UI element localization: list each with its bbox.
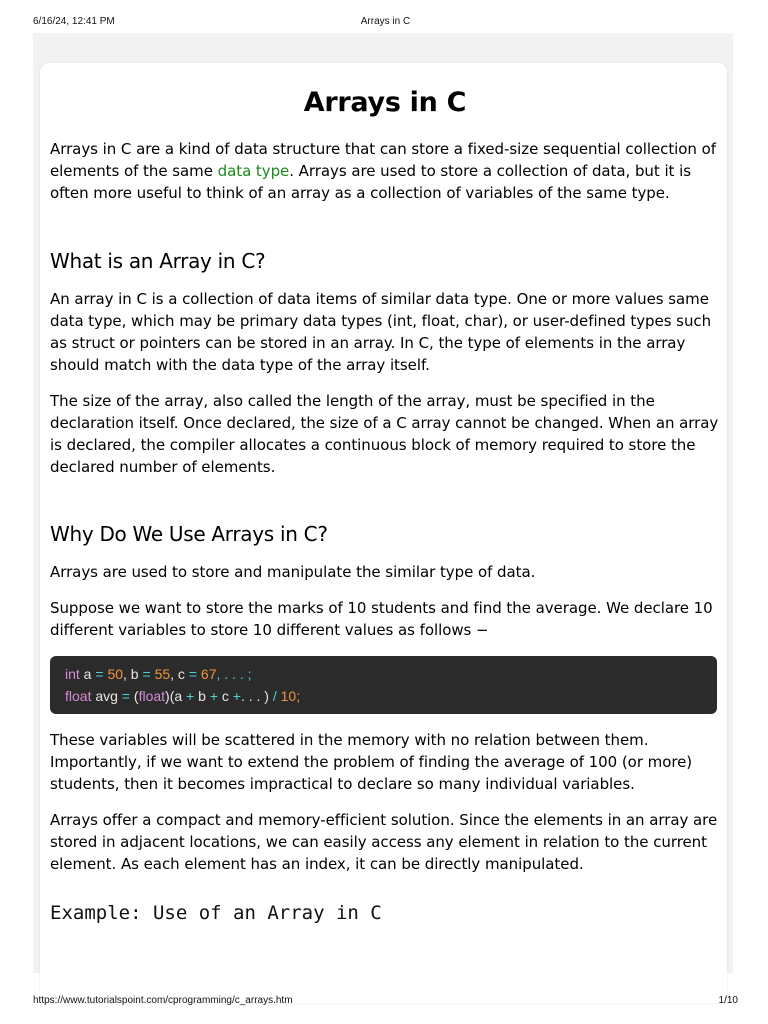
code-token: 50 xyxy=(103,666,124,682)
code-token: , . . . ; xyxy=(216,666,252,682)
paragraph-array-size: The size of the array, also called the length of the array, must be specified in the declaration itself. Once declared, the size of a C array cannot be changed. When an array is declared, the compiler allocates a continuous block of memory required to store the declared number of elements. xyxy=(50,392,719,476)
code-token: float xyxy=(65,688,92,704)
code-token: = xyxy=(95,666,104,682)
print-header xyxy=(33,16,738,30)
code-token: b xyxy=(194,688,210,704)
code-token: . . . ) xyxy=(240,688,273,704)
code-token: + xyxy=(186,688,195,704)
code-token: , c xyxy=(170,666,189,682)
code-line-1 xyxy=(65,663,702,685)
paragraph-array-definition: An array in C is a collection of data items of similar data type. One or more values same data type, which may be primary data types (int, float, char), or user-defined types such as struct or pointers can be stored in an array. In C, the type of elements in the array should match with the data type of the array itself. xyxy=(50,290,712,374)
code-token: + xyxy=(209,688,218,704)
page-title: Arrays in C xyxy=(303,87,467,118)
print-footer xyxy=(33,995,738,1009)
intro-text-end: . Arrays are used to store a collection of data, but it is often more useful to think of an array as a collection of variables of the same type. xyxy=(50,162,691,202)
paragraph-arrays-solution: Arrays offer a compact and memory-efficient solution. Since the elements in an array are stored in adjacent locations, we can easily access any element in relation to the current element. As each element has an index, it can be directly manipulated. xyxy=(50,811,718,873)
example-heading: Example: Use of an Array in C xyxy=(50,902,382,924)
code-token: avg xyxy=(91,688,122,704)
code-token: c xyxy=(218,688,233,704)
code-token: 67 xyxy=(197,666,217,682)
code-token: = xyxy=(142,666,151,682)
code-token: )(a xyxy=(165,688,187,704)
page-number: 1/10 xyxy=(718,995,738,1006)
intro-paragraph xyxy=(50,138,720,204)
code-token: 10 xyxy=(276,688,297,704)
code-token: , b xyxy=(123,666,143,682)
code-token: 55 xyxy=(150,666,171,682)
section-heading-what-is-array: What is an Array in C? xyxy=(50,249,266,273)
code-token: int xyxy=(65,666,80,682)
print-page-title: Arrays in C xyxy=(360,16,411,27)
code-token: / xyxy=(272,688,277,704)
paragraph-why-arrays: Arrays are used to store and manipulate the similar type of data. xyxy=(50,563,536,581)
paragraph-marks-example: Suppose we want to store the marks of 10 students and find the average. We declare 10 different variables to store 10 different values as follows − xyxy=(50,599,713,639)
intro-text-start: Arrays in C are a kind of data structure that can store a fixed-size sequential collection of elements of the same xyxy=(50,140,716,180)
page-url: https://www.tutorialspoint.com/cprogramming/c_arrays.htm xyxy=(33,995,293,1006)
code-token: ; xyxy=(296,688,301,704)
paragraph-scattered-variables: These variables will be scattered in the memory with no relation between them. Importantly, if we want to extend the problem of finding the average of 100 (or more) students, then it becomes impractical to declare so many individual variables. xyxy=(50,731,693,793)
code-token: + xyxy=(232,688,241,704)
code-token: float xyxy=(138,688,166,704)
code-block[interactable] xyxy=(50,656,717,714)
code-token: = xyxy=(121,688,131,704)
code-token: = xyxy=(188,666,198,682)
section-heading-why-arrays: Why Do We Use Arrays in C? xyxy=(50,522,328,546)
data-type-link[interactable]: data type xyxy=(217,162,290,180)
article-content xyxy=(50,84,720,926)
code-line-2 xyxy=(65,685,702,707)
code-token: ( xyxy=(130,688,139,704)
code-token: a xyxy=(79,666,96,682)
print-datetime: 6/16/24, 12:41 PM xyxy=(33,16,115,27)
